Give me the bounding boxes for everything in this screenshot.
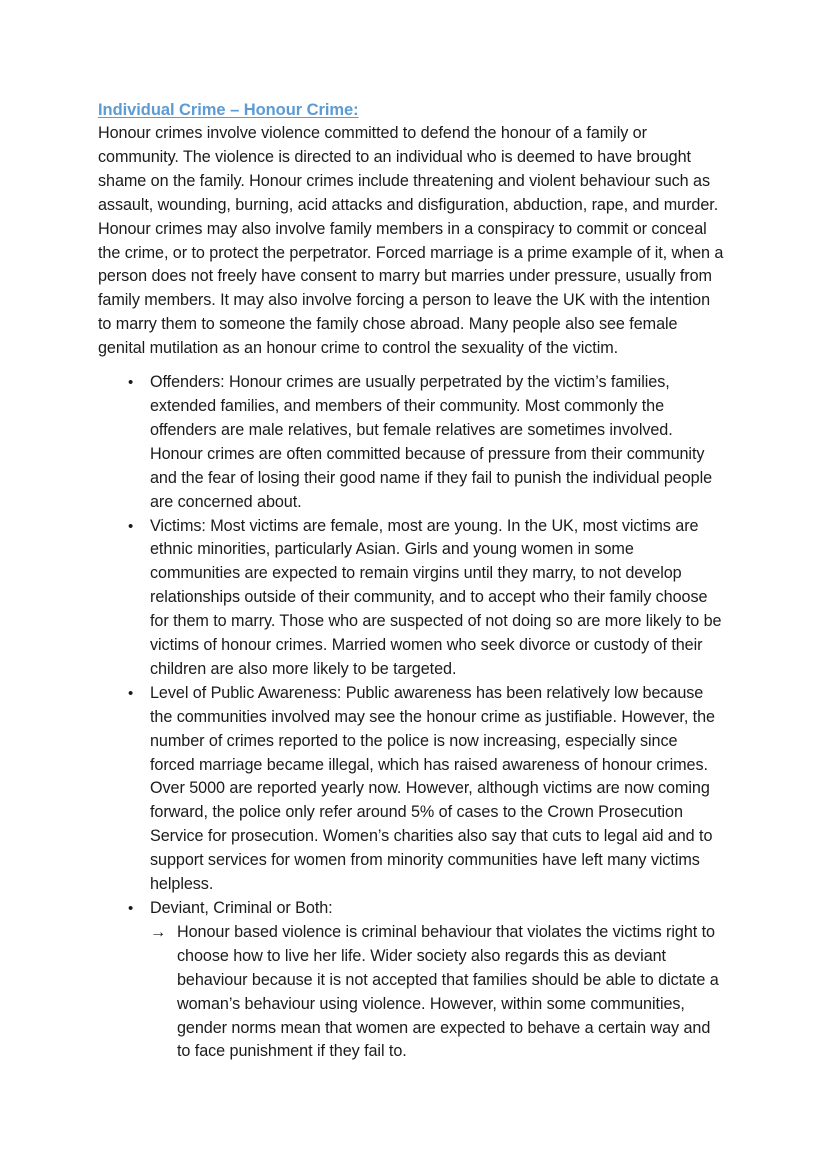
sub-list-item-text: Honour based violence is criminal behaviour that violates the victims right to choose how to live her life. Wider society also regards this as deviant behaviour because it is not accepted that families should be able to dictate a woman’s behaviour using violence. However, within some communities, gender norms mean that women are expected to behave a certain way and to face punishment if they fail to. — [177, 922, 719, 1061]
list-item — [98, 515, 726, 682]
list-item — [98, 897, 726, 1064]
bullet-icon: • — [128, 374, 134, 392]
sub-list-item — [150, 921, 726, 1064]
sub-bullet-list — [150, 921, 726, 1064]
list-item-text: Offenders: Honour crimes are usually perpetrated by the victim’s families, extended families, and members of their community. Most commonly the offenders are male relatives, but female relatives are sometimes involved. Honour crimes are often committed because of pressure from their community and the fear of losing their good name if they fail to punish the individual people are concerned about. — [150, 373, 713, 511]
page-title: Individual Crime – Honour Crime: — [98, 101, 359, 119]
list-item — [98, 682, 726, 897]
list-item-text: Victims: Most victims are female, most are young. In the UK, most victims are ethnic minorities, particularly Asian. Girls and young women in some communities are expected to remain virgins until they marry, to not develop relationships outside of their community, and to accept who their family choose for them to marry. Those who are suspected of not doing so are more likely to be victims of honour crimes. Married women who seek divorce or custody of their children are also more likely to be targeted. — [150, 516, 722, 678]
bullet-icon: • — [128, 900, 134, 917]
list-item-text: Level of Public Awareness: Public awareness has been relatively low because the communities involved may see the honour crime as justifiable. However, the number of crimes reported to the police is now increasing, especially since forced marriage became illegal, which has raised awareness of honour crimes. Over 5000 are reported yearly now. However, although victims are now coming forward, the police only refer around 5% of cases to the Crown Prosecution Service for prosecution. Women’s charities also say that cuts to legal aid and to support services for women from minority communities have left many victims helpless. — [150, 683, 715, 894]
bullet-list — [98, 371, 726, 1064]
intro-paragraph: Honour crimes involve violence committed to defend the honour of a family or community. The violence is directed to an individual who is deemed to have brought shame on the family. Honour crimes include threatening and violent behaviour such as assault, wounding, burning, acid attacks and disfiguration, abduction, rape, and murder. Honour crimes may also involve family members in a conspiracy to commit or conceal the crime, or to protect the perpetrator. Forced marriage is a prime example of it, when a person does not freely have consent to marry but marries under pressure, usually from family members. It may also involve forcing a person to leave the UK with the intention to marry them to someone the family chose abroad. Many people also see female genital mutilation as an honour crime to control the sexuality of the victim. — [98, 124, 724, 358]
list-item — [98, 371, 726, 514]
bullet-icon: • — [128, 517, 134, 535]
arrow-right-icon: → — [150, 922, 167, 941]
bullet-icon: • — [128, 684, 134, 702]
list-item-text: Deviant, Criminal or Both: — [150, 899, 333, 917]
